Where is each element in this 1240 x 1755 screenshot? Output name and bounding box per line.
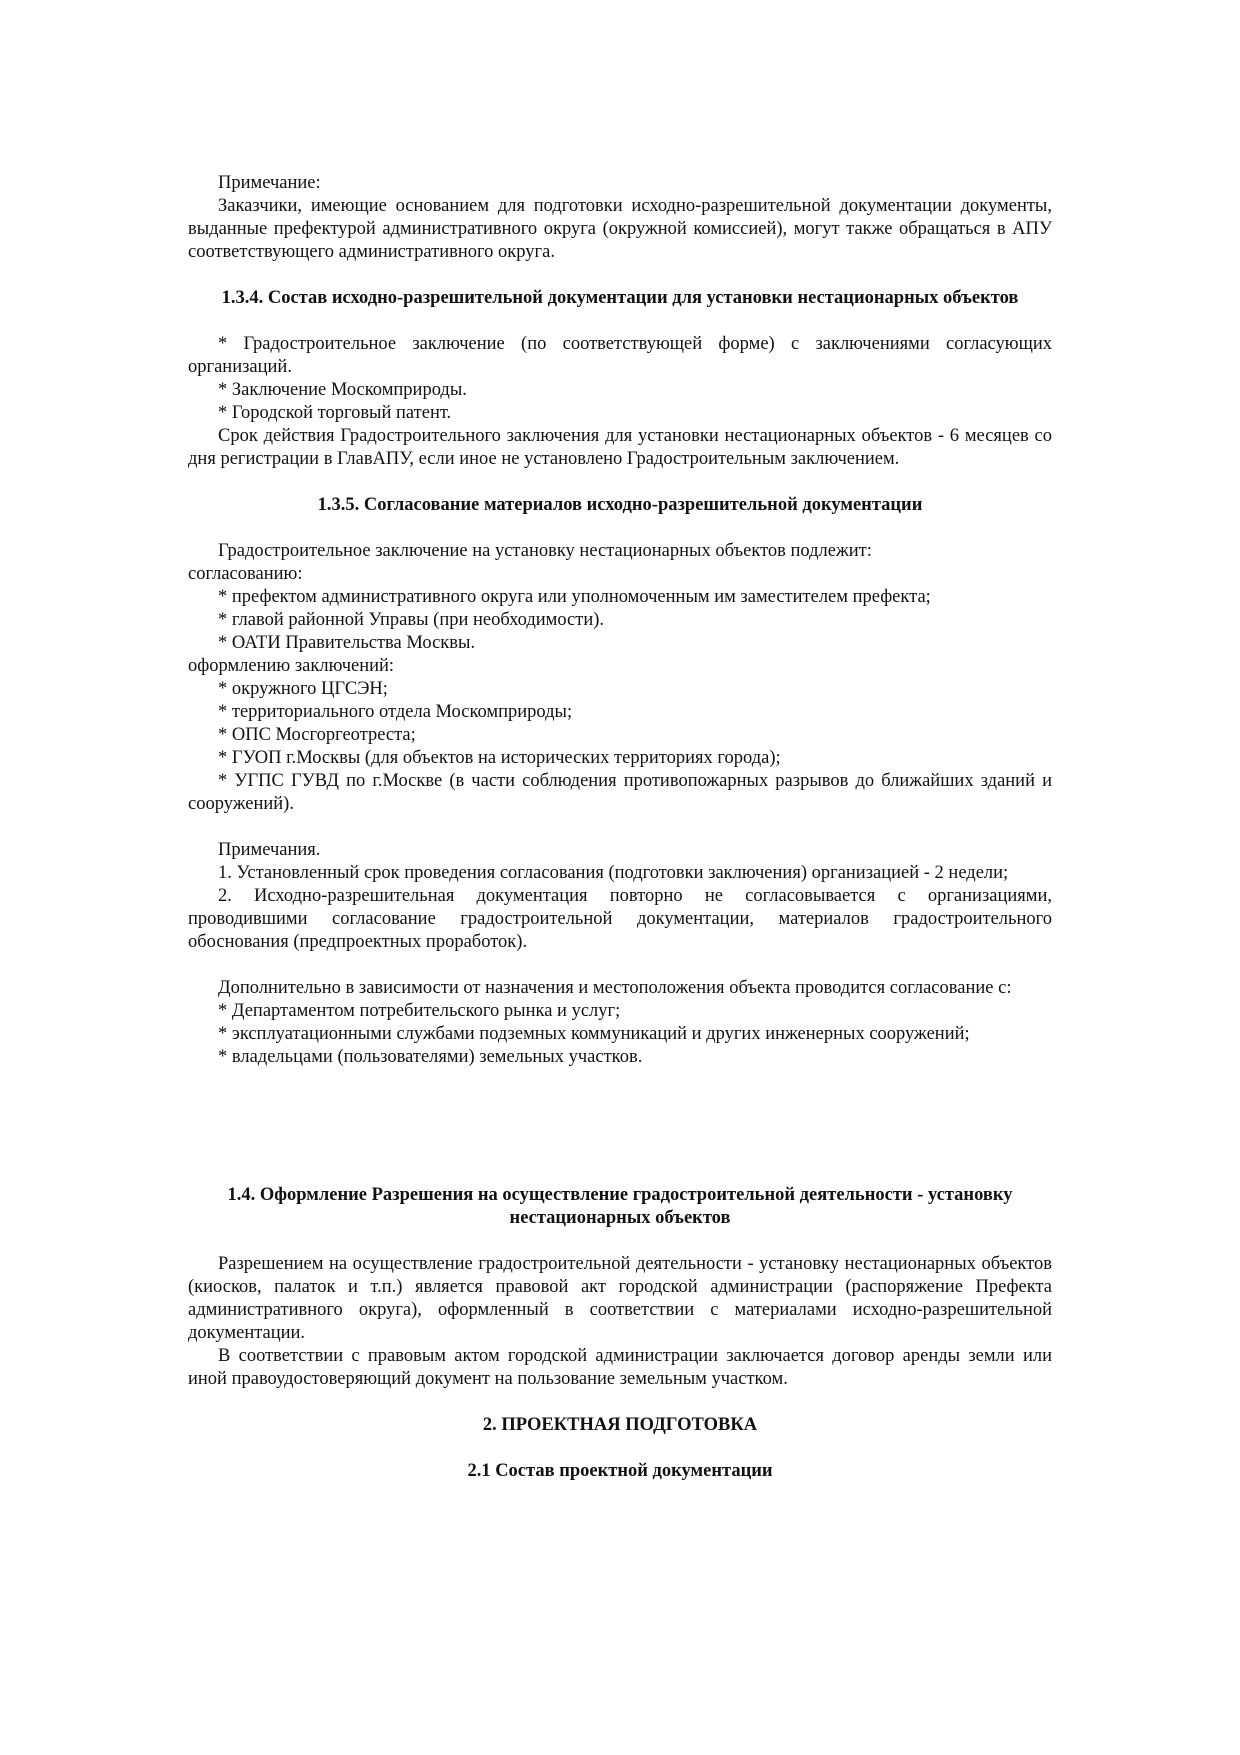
section-heading-1-3-5: 1.3.5. Согласование материалов исходно-разрешительной документации bbox=[317, 495, 923, 515]
paragraph: В соответствии с правовым актом городской администрации заключается договор аренды земли или иной правоудостоверяющий документ на пользование земельным участком. bbox=[188, 1346, 1052, 1389]
list-item: * ГУОП г.Москвы (для объектов на исторических территориях города); bbox=[218, 748, 781, 768]
section-heading-1-4: 1.4. Оформление Разрешения на осуществление градостроительной деятельности - установку нестационарных объектов bbox=[227, 1185, 1013, 1228]
notes-title: Примечания. bbox=[218, 840, 321, 860]
section-heading-2-1: 2.1 Состав проектной документации bbox=[467, 1461, 773, 1481]
document-page bbox=[188, 172, 1052, 1483]
list-item: * Департаментом потребительского рынка и услуг; bbox=[218, 1001, 621, 1021]
section-heading-1-3-4: 1.3.4. Состав исходно-разрешительной документации для установки нестационарных объектов bbox=[221, 288, 1019, 308]
list-item: * главой районной Управы (при необходимости). bbox=[218, 610, 605, 630]
paragraph: Разрешением на осуществление градостроительной деятельности - установку нестационарных объектов (киосков, палаток и т.п.) является правовой акт городской администрации (распоряжение Префекта административного округа), оформленный в соответствии с материалами исходно-разрешительной документации. bbox=[188, 1254, 1052, 1343]
list-item: * Городской торговый патент. bbox=[218, 403, 452, 423]
approval-label: согласованию: bbox=[188, 564, 303, 584]
additional-approval-text: Дополнительно в зависимости от назначения и местоположения объекта проводится согласование с: bbox=[218, 978, 1012, 998]
approval-intro: Градостроительное заключение на установку нестационарных объектов подлежит: bbox=[218, 541, 872, 561]
list-item: * УГПС ГУВД по г.Москве (в части соблюдения противопожарных разрывов до ближайших зданий и сооружений). bbox=[188, 771, 1052, 814]
note-item: 2. Исходно-разрешительная документация повторно не согласовывается с организациями, проводившими согласование градостроительной документации, материалов градостроительного обоснования (предпроектных проработок). bbox=[188, 886, 1052, 952]
list-item: * Заключение Москомприроды. bbox=[218, 380, 467, 400]
list-item: * территориального отдела Москомприроды; bbox=[218, 702, 573, 722]
list-item: * Градостроительное заключение (по соответствующей форме) с заключениями согласующих организаций. bbox=[188, 334, 1052, 377]
list-item: * окружного ЦГСЭН; bbox=[218, 679, 388, 699]
list-item: * префектом административного округа или уполномоченным им заместителем префекта; bbox=[218, 587, 931, 607]
validity-term-text: Срок действия Градостроительного заключения для установки нестационарных объектов - 6 месяцев со дня регистрации в ГлавАПУ, если иное не установлено Градостроительным заключением. bbox=[188, 426, 1052, 469]
list-item: * ОАТИ Правительства Москвы. bbox=[218, 633, 476, 653]
chapter-heading-2: 2. ПРОЕКТНАЯ ПОДГОТОВКА bbox=[482, 1415, 758, 1435]
note-item: 1. Установленный срок проведения согласования (подготовки заключения) организацией - 2 недели; bbox=[218, 863, 1009, 883]
note-text: Заказчики, имеющие основанием для подготовки исходно-разрешительной документации документы, выданные префектурой административного округа (окружной комиссией), могут также обращаться в АПУ соответствующего административного округа. bbox=[188, 196, 1052, 262]
list-item: * владельцами (пользователями) земельных участков. bbox=[218, 1047, 643, 1067]
list-item: * ОПС Мосгоргеотреста; bbox=[218, 725, 416, 745]
note-title: Примечание: bbox=[218, 173, 321, 193]
conclusions-label: оформлению заключений: bbox=[188, 656, 395, 676]
list-item: * эксплуатационными службами подземных коммуникаций и других инженерных сооружений; bbox=[218, 1024, 970, 1044]
